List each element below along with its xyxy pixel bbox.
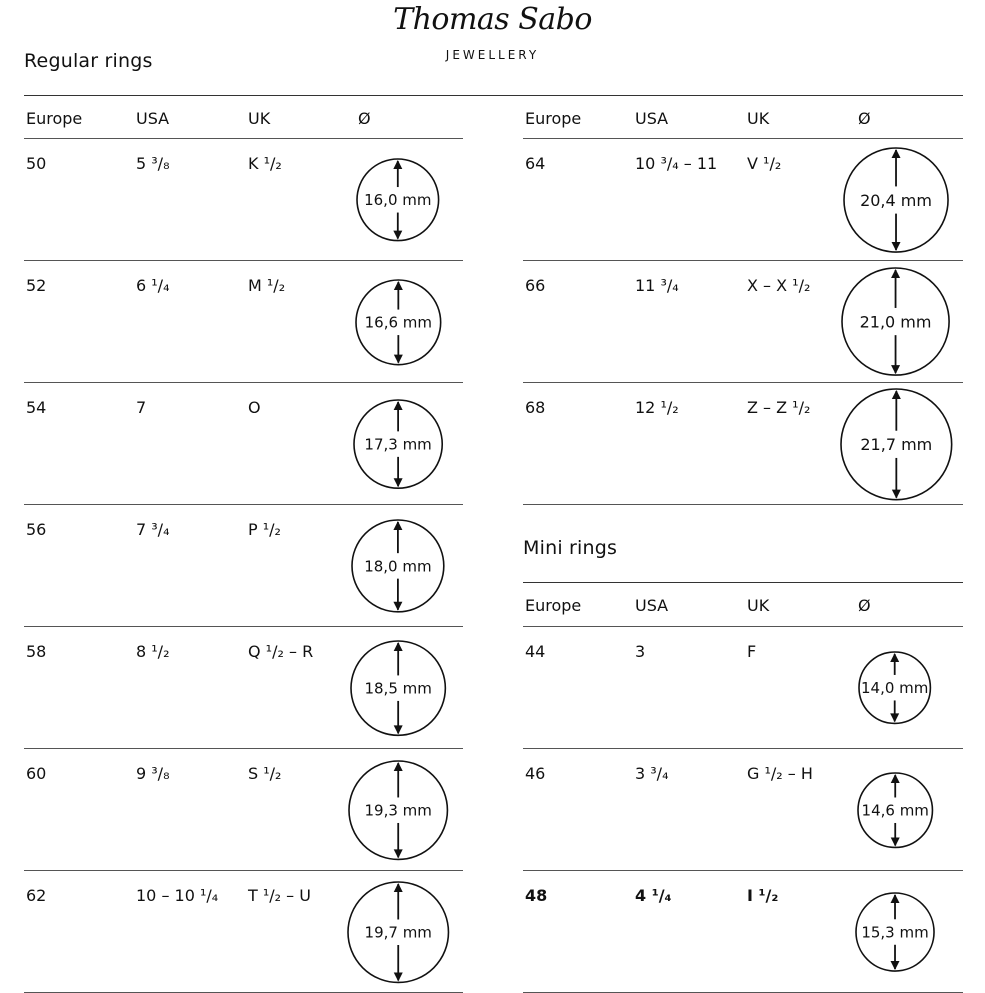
cell-europe: 56 — [26, 520, 47, 539]
diameter-label: 19,3 mm — [364, 801, 432, 820]
arrow-up-icon — [890, 653, 899, 662]
ring-size-circle — [840, 144, 952, 256]
arrow-up-icon — [393, 160, 402, 169]
row-divider — [523, 748, 963, 749]
arrow-up-icon — [393, 401, 402, 410]
cell-uk: S ¹/₂ — [248, 764, 282, 783]
cell-usa: 7 — [136, 398, 147, 417]
cell-europe: 58 — [26, 642, 47, 661]
arrow-down-icon — [890, 961, 899, 970]
cell-usa: 10 – 10 ¹/₄ — [136, 886, 219, 905]
header-europe: Europe — [26, 109, 83, 128]
ring-size-circle — [837, 385, 956, 504]
cell-europe: 48 — [525, 886, 548, 905]
diameter-label: 21,7 mm — [860, 434, 932, 454]
diameter-label: 19,7 mm — [364, 923, 432, 942]
arrow-down-icon — [393, 849, 402, 858]
arrow-up-icon — [393, 281, 402, 290]
brand-subtitle: JEWELLERY — [445, 48, 540, 62]
header-diameter: Ø — [858, 109, 871, 128]
cell-usa: 6 ¹/₄ — [136, 276, 170, 295]
header-uk: UK — [248, 109, 271, 128]
cell-usa: 7 ³/₄ — [136, 520, 170, 539]
cell-usa: 8 ¹/₂ — [136, 642, 170, 661]
cell-europe: 68 — [525, 398, 546, 417]
ring-size-circle — [838, 264, 953, 379]
diameter-label: 20,4 mm — [860, 190, 932, 210]
arrow-up-icon — [393, 521, 402, 530]
ring-size-circle — [353, 155, 443, 245]
cell-uk: P ¹/₂ — [248, 520, 281, 539]
row-divider — [523, 382, 963, 383]
header-diameter: Ø — [358, 109, 371, 128]
ring-size-circle — [350, 396, 446, 492]
header-usa: USA — [635, 109, 669, 128]
diameter-label: 16,6 mm — [364, 313, 432, 332]
cell-uk: M ¹/₂ — [248, 276, 286, 295]
cell-uk: K ¹/₂ — [248, 154, 282, 173]
arrow-down-icon — [891, 242, 900, 251]
row-divider — [24, 870, 463, 871]
top-rule — [24, 95, 963, 96]
diameter-label: 14,6 mm — [861, 801, 929, 820]
row-divider — [24, 626, 463, 627]
ring-size-circle — [854, 769, 936, 851]
arrow-up-icon — [393, 642, 402, 651]
cell-uk: V ¹/₂ — [747, 154, 782, 173]
diameter-label: 18,5 mm — [364, 679, 432, 698]
arrow-up-icon — [890, 774, 899, 783]
arrow-up-icon — [891, 149, 900, 158]
ring-size-circle — [855, 648, 934, 727]
header-uk: UK — [747, 109, 770, 128]
diameter-label: 16,0 mm — [364, 191, 432, 210]
cell-uk: G ¹/₂ – H — [747, 764, 813, 783]
row-divider — [24, 138, 463, 139]
header-usa: USA — [136, 109, 170, 128]
header-europe: Europe — [525, 596, 582, 615]
cell-usa: 9 ³/₈ — [136, 764, 170, 783]
diameter-label: 18,0 mm — [364, 557, 432, 576]
cell-usa: 12 ¹/₂ — [635, 398, 679, 417]
diameter-label: 15,3 mm — [861, 923, 929, 942]
arrow-down-icon — [891, 489, 900, 498]
cell-usa: 10 ³/₄ – 11 — [635, 154, 718, 173]
row-divider — [523, 870, 963, 871]
cell-europe: 44 — [525, 642, 546, 661]
ring-size-circle — [345, 757, 451, 863]
cell-usa: 4 ¹/₄ — [635, 886, 672, 905]
row-divider — [24, 504, 463, 505]
ring-size-circle — [352, 276, 445, 369]
header-diameter: Ø — [858, 596, 871, 615]
arrow-down-icon — [393, 354, 402, 363]
cell-europe: 46 — [525, 764, 546, 783]
arrow-up-icon — [891, 269, 900, 278]
arrow-down-icon — [891, 366, 900, 375]
cell-uk: Z – Z ¹/₂ — [747, 398, 811, 417]
cell-uk: F — [747, 642, 757, 661]
row-divider — [523, 504, 963, 505]
arrow-down-icon — [393, 602, 402, 611]
arrow-down-icon — [890, 837, 899, 846]
ring-size-circle — [348, 516, 448, 616]
arrow-up-icon — [890, 894, 899, 903]
arrow-down-icon — [890, 714, 899, 723]
arrow-up-icon — [891, 390, 900, 399]
arrow-up-icon — [393, 883, 402, 892]
brand-name: Thomas Sabo — [393, 2, 592, 37]
arrow-up-icon — [393, 762, 402, 771]
cell-uk: I ¹/₂ — [747, 886, 779, 905]
cell-europe: 60 — [26, 764, 47, 783]
ring-size-circle — [344, 878, 452, 986]
cell-usa: 3 ³/₄ — [635, 764, 669, 783]
arrow-down-icon — [393, 725, 402, 734]
diameter-label: 21,0 mm — [860, 312, 932, 332]
arrow-down-icon — [393, 972, 402, 981]
diameter-label: 17,3 mm — [364, 435, 432, 454]
cell-uk: X – X ¹/₂ — [747, 276, 811, 295]
cell-uk: T ¹/₂ – U — [248, 886, 311, 905]
row-divider — [24, 748, 463, 749]
cell-europe: 64 — [525, 154, 546, 173]
row-divider — [523, 260, 963, 261]
cell-usa: 3 — [635, 642, 646, 661]
cell-usa: 5 ³/₈ — [136, 154, 170, 173]
mini-top-rule — [523, 582, 963, 583]
cell-europe: 52 — [26, 276, 47, 295]
regular-rings-title: Regular rings — [24, 50, 153, 72]
header-usa: USA — [635, 596, 669, 615]
arrow-down-icon — [393, 478, 402, 487]
row-divider — [523, 138, 963, 139]
cell-europe: 62 — [26, 886, 47, 905]
cell-europe: 66 — [525, 276, 546, 295]
ring-size-circle — [852, 889, 938, 975]
ring-size-circle — [347, 637, 449, 739]
row-divider — [24, 260, 463, 261]
diameter-label: 14,0 mm — [861, 679, 929, 698]
cell-europe: 54 — [26, 398, 47, 417]
header-uk: UK — [747, 596, 770, 615]
arrow-down-icon — [393, 231, 402, 240]
cell-uk: Q ¹/₂ – R — [248, 642, 314, 661]
cell-usa: 11 ³/₄ — [635, 276, 679, 295]
row-divider — [24, 382, 463, 383]
cell-uk: O — [248, 398, 261, 417]
cell-europe: 50 — [26, 154, 47, 173]
header-europe: Europe — [525, 109, 582, 128]
mini-rings-title: Mini rings — [523, 537, 618, 559]
row-divider — [523, 626, 963, 627]
